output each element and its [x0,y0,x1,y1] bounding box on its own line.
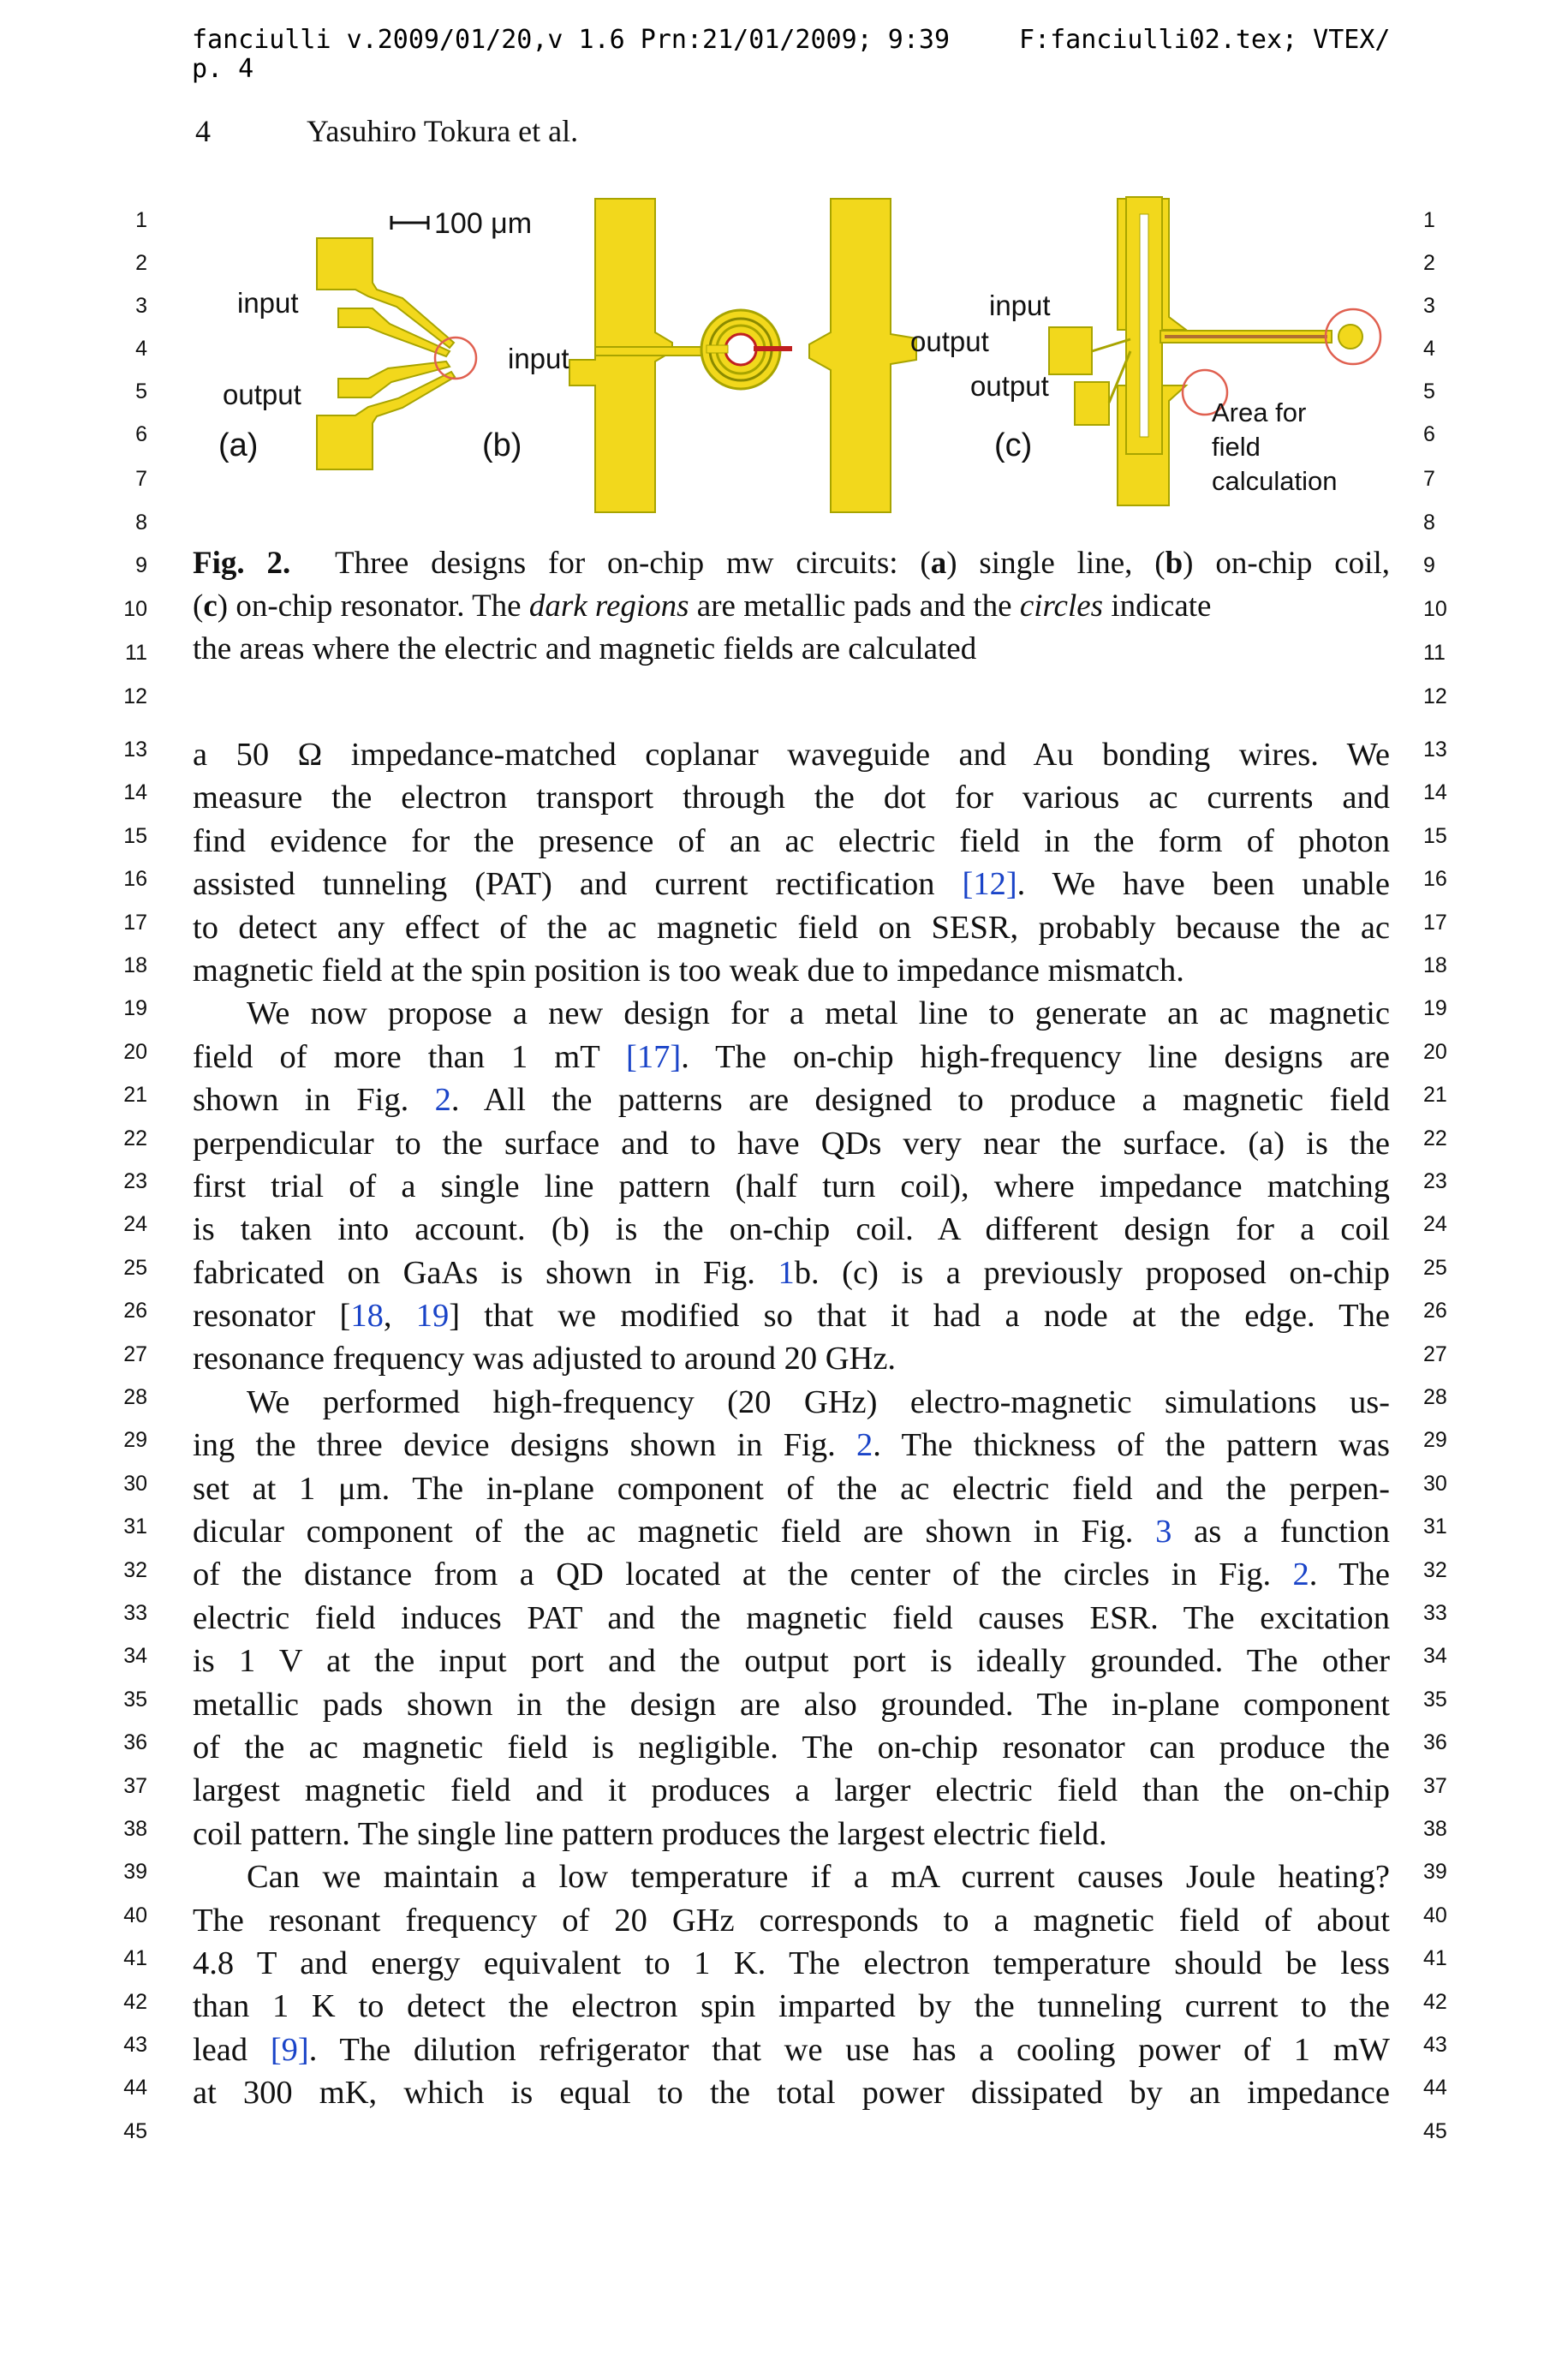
figure-2 [193,188,1400,523]
body-text [193,733,1390,2115]
line-number-right: 13 [1423,738,1447,762]
line-number-left: 28 [123,1385,147,1409]
body-line: Can we maintain a low temperature if a mA current causes Joule heating? [247,1859,1390,1896]
line-number-right: 45 [1423,2118,1447,2143]
line-number-left: 34 [123,1644,147,1669]
line-number-left: 6 [135,422,147,446]
line-number-left: 25 [123,1255,147,1280]
line-number-left: 10 [123,597,147,621]
figure-link[interactable]: 1 [778,1254,795,1291]
line-number-left: 1 [135,208,147,232]
line-number-right: 28 [1423,1385,1447,1409]
body-line: measure the electron transport through the dot for various ac currents and [193,780,1390,816]
body-line [193,1252,1390,1294]
line-number-right: 43 [1423,2033,1447,2057]
line-number-left: 35 [123,1687,147,1712]
resonator-slot [1165,335,1327,338]
line-number-right: 14 [1423,780,1447,805]
body-text-run: dicular component of the ac magnetic field are shown in Fig. [193,1514,1156,1550]
line-number-left: 41 [123,1946,147,1971]
body-line [193,2028,1390,2071]
line-number-left: 21 [123,1083,147,1108]
line-number-left: 7 [135,467,147,491]
body-line: 4.8 T and energy equivalent to 1 K. The electron temperature should be less [193,1945,1390,1981]
label-a-output: output [223,379,301,410]
caption-text: indicate [1103,589,1212,624]
line-number-left: 26 [123,1299,147,1323]
body-text-run: . The [1309,1556,1390,1593]
line-number-right: 26 [1423,1299,1447,1323]
caption-text: ) single line, ( [946,546,1166,581]
body-line: resonance frequency was adjusted to around 20 GHz. [193,1341,897,1377]
coil-ring-inner [725,334,756,365]
line-number-left: 9 [135,553,147,577]
line-number-right: 33 [1423,1601,1447,1625]
citation-link[interactable]: 18 [350,1298,384,1335]
label-panel-a: (a) [218,427,259,463]
label-area-2: field [1212,432,1261,462]
page-number: 4 [195,114,211,148]
figure-2-drawing [193,188,1400,523]
label-area-3: calculation [1212,466,1338,496]
line-number-left: 19 [123,996,147,1021]
line-number-left: 4 [135,337,147,361]
line-number-left: 2 [135,251,147,275]
pad-c-input [1049,327,1092,374]
body-text-run: resonator [ [193,1298,351,1335]
body-line: is taken into account. (b) is the on-chip coil. A different design for a coil [193,1211,1390,1248]
line-number-right: 42 [1423,1989,1447,2014]
line-number-right: 40 [1423,1903,1447,1927]
line-number-right: 38 [1423,1817,1447,1841]
body-text-run: field of more than 1 mT [193,1038,627,1075]
line-number-right: 15 [1423,823,1447,848]
label-panel-b: (b) [482,427,522,463]
line-number-left: 20 [123,1039,147,1064]
line-number-left: 18 [123,953,147,977]
body-line: coil pattern. The single line pattern produces the largest electric field. [193,1815,1107,1852]
line-number-left: 32 [123,1557,147,1582]
line-number-left: 22 [123,1126,147,1150]
line-number-left: 39 [123,1860,147,1885]
line-number-left: 37 [123,1773,147,1798]
line-number-right: 39 [1423,1860,1447,1885]
line-number-right: 44 [1423,2076,1447,2100]
line-number-left: 31 [123,1515,147,1539]
pad-b-right [809,199,916,512]
line-number-right: 29 [1423,1428,1447,1453]
caption-line-1 [193,542,1390,585]
proof-header-left: fanciulli v.2009/01/20,v 1.6 Prn:21/01/2009; 9:39 [192,25,951,55]
body-line [193,1553,1390,1596]
line-number-right: 22 [1423,1126,1447,1150]
body-line: The resonant frequency of 20 GHz corresponds to a magnetic field of about [193,1902,1390,1939]
line-number-right: 20 [1423,1039,1447,1064]
line-number-left: 30 [123,1471,147,1496]
citation-link[interactable]: [9] [270,2031,309,2068]
line-number-left: 45 [123,2118,147,2143]
line-number-right: 16 [1423,867,1447,892]
caption-text: ( [193,589,204,624]
line-number-right: 2 [1423,251,1435,275]
body-line: magnetic field at the spin position is too weak due to impedance mismatch. [193,952,1184,989]
body-line: largest magnetic field and it produces a larger electric field than the on-chip [193,1772,1390,1809]
body-text-run: . We have been unable [1017,866,1390,903]
line-number-left: 23 [123,1169,147,1193]
body-line: first trial of a single line pattern (half turn coil), where impedance matching [193,1168,1390,1204]
line-number-right: 5 [1423,379,1435,403]
body-line [193,1078,1390,1121]
line-number-right: 18 [1423,953,1447,977]
line-number-right: 4 [1423,337,1435,361]
caption-label: Fig. 2. [193,546,291,581]
label-c-input: input [989,290,1051,321]
scale-bar [391,216,428,230]
line-number-left: 44 [123,2076,147,2100]
coil-feed [706,345,728,353]
body-line: metallic pads shown in the design are also grounded. The in-plane component [193,1686,1390,1723]
line-number-left: 33 [123,1601,147,1625]
body-line: perpendicular to the surface and to have QDs very near the surface. (a) is the [193,1125,1390,1162]
body-line [193,1294,1390,1337]
figure-caption [193,542,1390,671]
caption-bold: c [203,589,218,624]
pad-c-output [1075,382,1109,425]
body-line: electric field induces PAT and the magnetic field causes ESR. The excitation [193,1599,1390,1636]
line-number-right: 37 [1423,1773,1447,1798]
caption-text: ) on-chip coil, [1183,546,1390,581]
caption-italic: circles [1019,589,1104,624]
body-text-run: assisted tunneling (PAT) and current rectification [193,866,963,903]
body-line: find evidence for the presence of an ac electric field in the form of photon [193,822,1390,859]
resonator-vertical-gap [1140,214,1148,437]
caption-line-2 [193,585,1390,628]
line-number-right: 23 [1423,1169,1447,1193]
line-number-left: 36 [123,1730,147,1755]
line-number-right: 35 [1423,1687,1447,1712]
caption-bold: b [1165,546,1183,581]
body-text-run: . All the patterns are designed to produce a magnetic field [450,1082,1390,1119]
line-number-left: 24 [123,1212,147,1237]
line-number-left: 17 [123,910,147,935]
running-head-authors: Yasuhiro Tokura et al. [307,114,579,148]
figure-link[interactable]: 2 [434,1082,451,1119]
proof-header-right: F:fanciulli02.tex; VTEX/ [1019,25,1391,55]
caption-text: ) on-chip resonator. The [217,589,529,624]
line-number-right: 30 [1423,1471,1447,1496]
line-number-right: 3 [1423,294,1435,318]
body-text-run: ] that we modified so that it had a node at the edge. The [449,1298,1390,1335]
body-line: than 1 K to detect the electron spin imparted by the tunneling current to the [193,1988,1390,2025]
label-area-1: Area for [1212,397,1307,427]
body-text-run: . The thickness of the pattern was [873,1427,1390,1464]
line-number-left: 40 [123,1903,147,1927]
line-number-right: 24 [1423,1212,1447,1237]
line-number-right: 31 [1423,1515,1447,1539]
body-line: at 300 mK, which is equal to the total power dissipated by an impedance [193,2075,1390,2112]
body-text-run: of the distance from a QD located at the center of the circles in Fig. [193,1556,1293,1593]
line-number-left: 15 [123,823,147,848]
line-number-left: 14 [123,780,147,805]
line-number-right: 25 [1423,1255,1447,1280]
line-number-right: 21 [1423,1083,1447,1108]
line-number-right: 27 [1423,1341,1447,1366]
body-text-run: lead [193,2031,271,2068]
coil-b [701,310,792,389]
running-head [195,113,578,149]
citation-link[interactable]: [17] [626,1038,682,1075]
label-a-input: input [237,287,299,319]
figure-link[interactable]: 2 [1292,1556,1309,1593]
line-number-right: 9 [1423,553,1435,577]
body-line [193,863,1390,905]
body-text-run: as a function [1172,1514,1390,1550]
line-number-right: 7 [1423,467,1435,491]
line-number-right: 10 [1423,597,1447,621]
proof-page-label: p. 4 [192,54,254,84]
line-number-right: 11 [1423,641,1446,665]
line-number-right: 8 [1423,511,1435,535]
caption-text: are metallic pads and the [689,589,1020,624]
body-line: to detect any effect of the ac magnetic field on SESR, probably because the ac [193,909,1390,946]
body-text-run: . The on-chip high-frequency line designs are [681,1038,1391,1075]
line-number-left: 27 [123,1341,147,1366]
line-number-left: 43 [123,2033,147,2057]
line-number-right: 1 [1423,208,1435,232]
line-number-right: 41 [1423,1946,1447,1971]
resonator-end [1338,325,1362,349]
scale-bar-label: 100 μm [434,207,533,240]
label-c-output-bottom: output [970,370,1049,402]
body-text-run: ing the three device designs shown in Fig. [193,1427,856,1464]
line-number-right: 17 [1423,910,1447,935]
body-line: of the ac magnetic field is negligible. The on-chip resonator can produce the [193,1729,1390,1766]
body-line: set at 1 μm. The in-plane component of the ac electric field and the perpen- [193,1470,1390,1507]
body-text-run: shown in Fig. [193,1082,435,1119]
body-line [193,1036,1390,1078]
line-number-left: 11 [125,641,147,665]
caption-line-3: the areas where the electric and magnetic fields are calculated [193,631,977,666]
caption-bold: a [930,546,947,581]
figure-link[interactable]: 2 [856,1427,873,1464]
line-number-right: 36 [1423,1730,1447,1755]
figure-link[interactable]: 3 [1155,1514,1172,1550]
pad-a3 [338,361,450,397]
label-c-output-top: output [910,326,989,357]
body-text-run: . The dilution refrigerator that we use has a cooling power of 1 mW [308,2031,1391,2068]
line-number-left: 42 [123,1989,147,2014]
line-number-right: 32 [1423,1557,1447,1582]
citation-link[interactable]: [12] [962,866,1017,903]
body-line [193,1510,1390,1553]
line-number-right: 34 [1423,1644,1447,1669]
body-line [193,1424,1390,1467]
line-number-left: 29 [123,1428,147,1453]
caption-italic: dark regions [528,589,689,624]
line-number-right: 6 [1423,422,1435,446]
proof-header [192,26,950,84]
line-number-left: 3 [135,294,147,318]
line-number-left: 8 [135,511,147,535]
line-number-left: 38 [123,1817,147,1841]
caption-text: Three designs for on-chip mw circuits: ( [335,546,931,581]
line-number-right: 19 [1423,996,1447,1021]
line-number-left: 5 [135,379,147,403]
line-number-left: 12 [123,684,147,708]
coil-lead [754,346,792,351]
body-line: a 50 Ω impedance-matched coplanar waveguide and Au bonding wires. We [193,737,1390,773]
body-text-run: fabricated on GaAs is shown in Fig. [193,1254,778,1291]
field-circle-a [435,338,476,379]
line-number-right: 12 [1423,684,1447,708]
label-b-input: input [508,343,569,374]
pad-b-input [595,347,706,356]
body-text-run: , [383,1298,416,1335]
resonator-feed-in [1092,339,1130,351]
body-text-run: b. (c) is a previously proposed on-chip [794,1254,1390,1291]
body-line: We performed high-frequency (20 GHz) electro-magnetic simulations us- [247,1383,1390,1420]
body-line: is 1 V at the input port and the output port is ideally grounded. The other [193,1643,1390,1680]
line-number-left: 16 [123,867,147,892]
label-panel-c: (c) [994,427,1033,463]
line-number-left: 13 [123,738,147,762]
body-line: We now propose a new design for a metal line to generate an ac magnetic [247,995,1390,1032]
citation-link[interactable]: 19 [415,1298,450,1335]
